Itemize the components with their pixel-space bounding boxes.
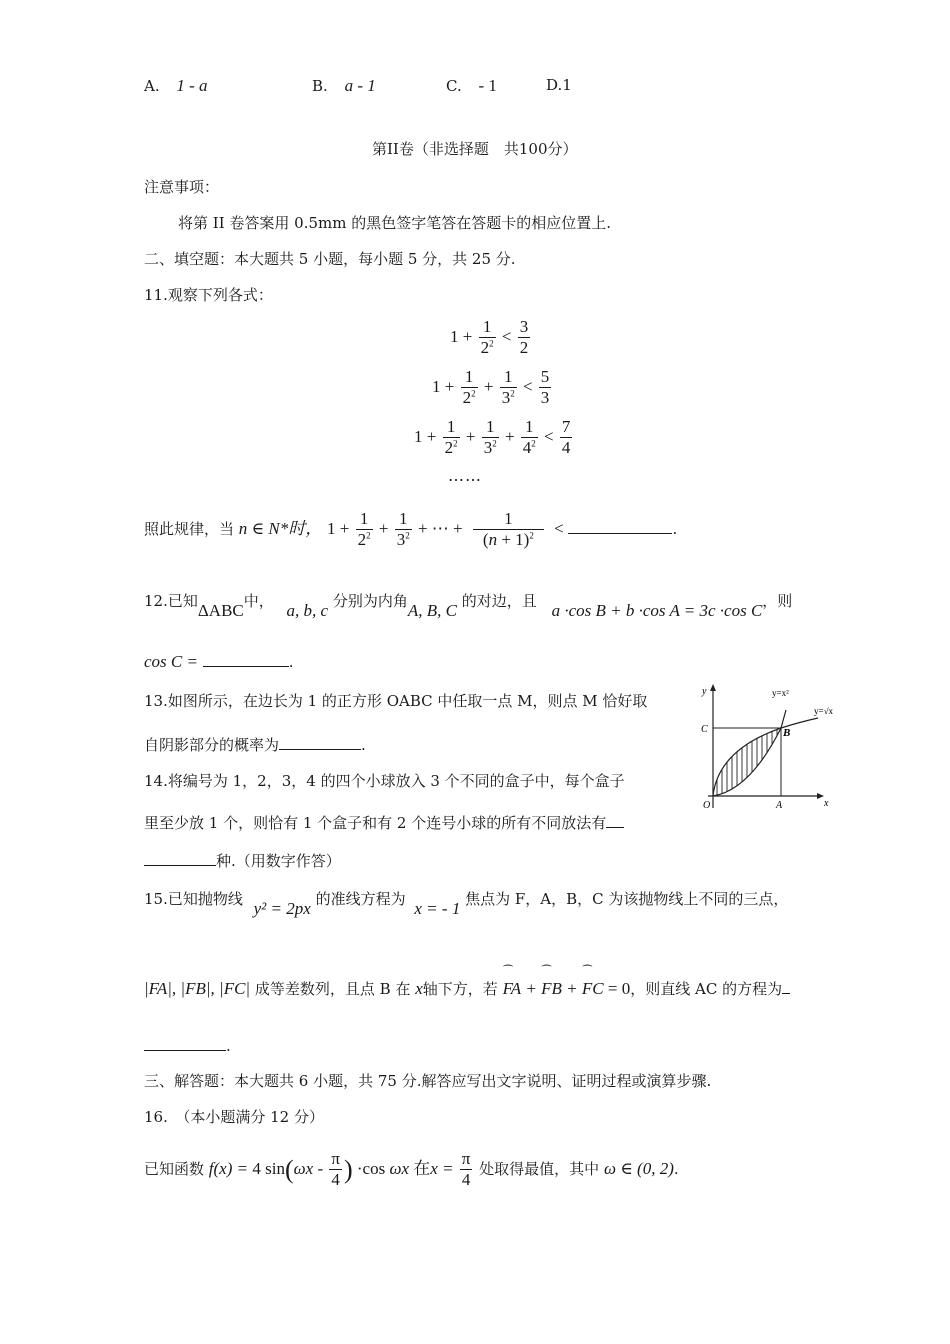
q15-mid1: 的准线方程为 — [315, 890, 406, 908]
option-d-value: 1 — [562, 76, 572, 94]
q12-answer-blank — [203, 652, 289, 667]
q12-triangle: ΔABC — [197, 601, 244, 620]
q12-ask-expr: cos C = — [144, 652, 198, 671]
part3-heading: 三、解答题：本大题共 6 小题，共 75 分.解答应写出文字说明、证明过程或演算步骤. — [144, 1072, 712, 1090]
q12-stem — [144, 590, 793, 620]
option-d — [546, 76, 572, 94]
q12-ask: cos C = . — [144, 652, 294, 671]
q15-mid5: ，则直线 AC 的方程为 — [630, 980, 783, 998]
section-title: 第II卷（非选择题 共100分） — [372, 140, 578, 158]
shaded-region-fill — [713, 728, 781, 796]
fig-label-a: A — [776, 800, 783, 811]
option-c-value: - 1 — [478, 76, 497, 95]
q14-line2-text: 里至少放 1 个，则恰有 1 个盒子和有 2 个连号小球的所有不同放法有 — [144, 814, 607, 832]
q11-line3-num: 7 — [561, 417, 571, 436]
q11-answer-blank — [568, 519, 672, 534]
q13-line1: 13.如图所示，在边长为 1 的正方形 OABC 中任取一点 M，则点 M 恰好取 — [144, 692, 648, 710]
option-b-value: a - 1 — [344, 76, 376, 95]
q14-line3 — [144, 850, 341, 871]
q15-directrix: x = - 1 — [414, 899, 461, 918]
q15-axis: x — [415, 979, 423, 998]
q15-stem — [144, 888, 789, 918]
q14-answer-blank-b — [144, 851, 216, 866]
q11-prompt: 照此规律，当 n ∈ N*时， 1 + $\frac{1}{2^2}$ + $\frac{1}{3^2}$ + ⋯ + $\frac{1}{(n + 1)^2}$ < . — [144, 509, 678, 549]
q15-mid4: 轴下方，若 — [422, 980, 498, 998]
q15-mags: |FA|, |FB|, |FC| — [144, 979, 251, 998]
q11-line2: 1 + $\frac{1}{2^2}$ + $\frac{1}{3^2}$ < $\frac{5}{3}$ — [432, 367, 550, 407]
q11-line1-num: 3 — [519, 317, 529, 336]
q13-line2: 自阴影部分的概率为 . — [144, 736, 366, 754]
option-a-label: A. — [144, 77, 160, 95]
q14-line1: 14.将编号为 1，2，3，4 的四个小球放入 3 个不同的盒子中，每个盒子 — [144, 772, 625, 790]
q15-mid3: 成等差数列，且点 B 在 — [254, 980, 411, 998]
q11-line2-den: 3 — [540, 387, 550, 407]
fig-label-curve2: y=√x — [814, 706, 834, 716]
q12-angles: A, B, C — [407, 601, 457, 620]
q11-line3: 1 + $\frac{1}{2^2}$ + $\frac{1}{3^2}$ + $\frac{1}{4^2}$ < $\frac{7}{4}$ — [414, 417, 571, 457]
fig-label-x: x — [824, 798, 829, 809]
option-d-label: D. — [546, 76, 563, 94]
q14-line3-text: 种.（用数字作答） — [216, 852, 341, 870]
part2-heading: 二、填空题：本大题共 5 小题，每小题 5 分，共 25 分. — [144, 250, 516, 268]
q11-prompt-text: 照此规律，当 — [144, 519, 235, 538]
q16-domain: ω ∈ (0, 2) — [603, 1158, 674, 1178]
fig-label-o: O — [703, 800, 711, 811]
q14-line2 — [144, 812, 624, 833]
q11-line2-num: 5 — [540, 367, 550, 386]
q11-line1-den: 2 — [519, 337, 529, 357]
q11-line1: 1 + $\frac{1}{2^2}$ < $\frac{3}{2}$ — [450, 317, 529, 357]
q15-mid2: 焦点为 F，A，B，C 为该抛物线上不同的三点， — [465, 890, 789, 908]
q16-prefix: 已知函数 — [144, 1159, 205, 1178]
q16-heading: 16. （本小题满分 12 分） — [144, 1108, 324, 1126]
fig-label-y: y — [702, 686, 707, 697]
q12-equation: a ·cos B + b ·cos A = 3c ·cos C — [551, 601, 763, 620]
fig-label-curve1: y=x² — [772, 688, 789, 698]
notice-body: 将第 II 卷答案用 0.5mm 的黑色签字笔答在答题卡的相应位置上. — [178, 214, 611, 232]
q15-vector-eq-tail: = 0 — [607, 979, 631, 998]
q12-mid3: 的对边，且 — [461, 592, 537, 610]
q15-prefix: 15.已知抛物线 — [144, 890, 243, 908]
y-axis-arrow — [710, 684, 716, 691]
q13-answer-blank — [279, 735, 361, 750]
q11-intro: 11.观察下列各式： — [144, 286, 273, 304]
q15-line3: . — [144, 1036, 231, 1055]
q15-parabola: y² = 2px — [253, 899, 311, 918]
q11-line3-den: 4 — [561, 437, 571, 457]
q14-answer-blank-a — [606, 813, 624, 828]
fig-label-c: C — [701, 724, 708, 735]
q11-prompt-math: n ∈ N*时， — [238, 518, 323, 538]
option-c — [446, 76, 497, 96]
q12-mid1: 中， — [243, 592, 274, 610]
q15-condition: |FA|, |FB|, |FC| 成等差数列，且点 B 在 x轴下方，若 ⁀ FA + ⁀ FB + ⁀ FC = 0，则直线 AC 的方程为 — [144, 978, 790, 999]
option-c-label: C. — [446, 77, 462, 95]
q12-sides: a, b, c — [286, 601, 329, 620]
x-axis-arrow — [817, 793, 824, 799]
q12-mid2: 分别为内角 — [332, 592, 408, 610]
q11-dots: …… — [448, 466, 482, 485]
q13-figure — [690, 680, 840, 815]
fig-label-b: B — [783, 727, 791, 739]
q16-stem: 已知函数 f(x) = 4 sin(ωx - $\frac{\pi}{4}$ ) ·cos ωx 在x = $\frac{\pi}{4}$ 处取得最值，其中 ω ∈ (0, 2). — [144, 1149, 679, 1189]
option-a — [144, 76, 208, 96]
q15-answer-blank-a — [782, 979, 790, 994]
option-a-value: 1 - a — [176, 76, 208, 95]
option-b — [312, 76, 376, 96]
q16-mid: 处取得最值，其中 — [479, 1159, 600, 1178]
q13-line2-text: 自阴影部分的概率为 — [144, 736, 280, 754]
q12-prefix: 12.已知 — [144, 592, 198, 610]
option-b-label: B. — [312, 77, 328, 95]
q12-suffix: ，则 — [762, 592, 793, 610]
q15-answer-blank-b — [144, 1036, 226, 1051]
notice-heading: 注意事项： — [144, 178, 220, 196]
